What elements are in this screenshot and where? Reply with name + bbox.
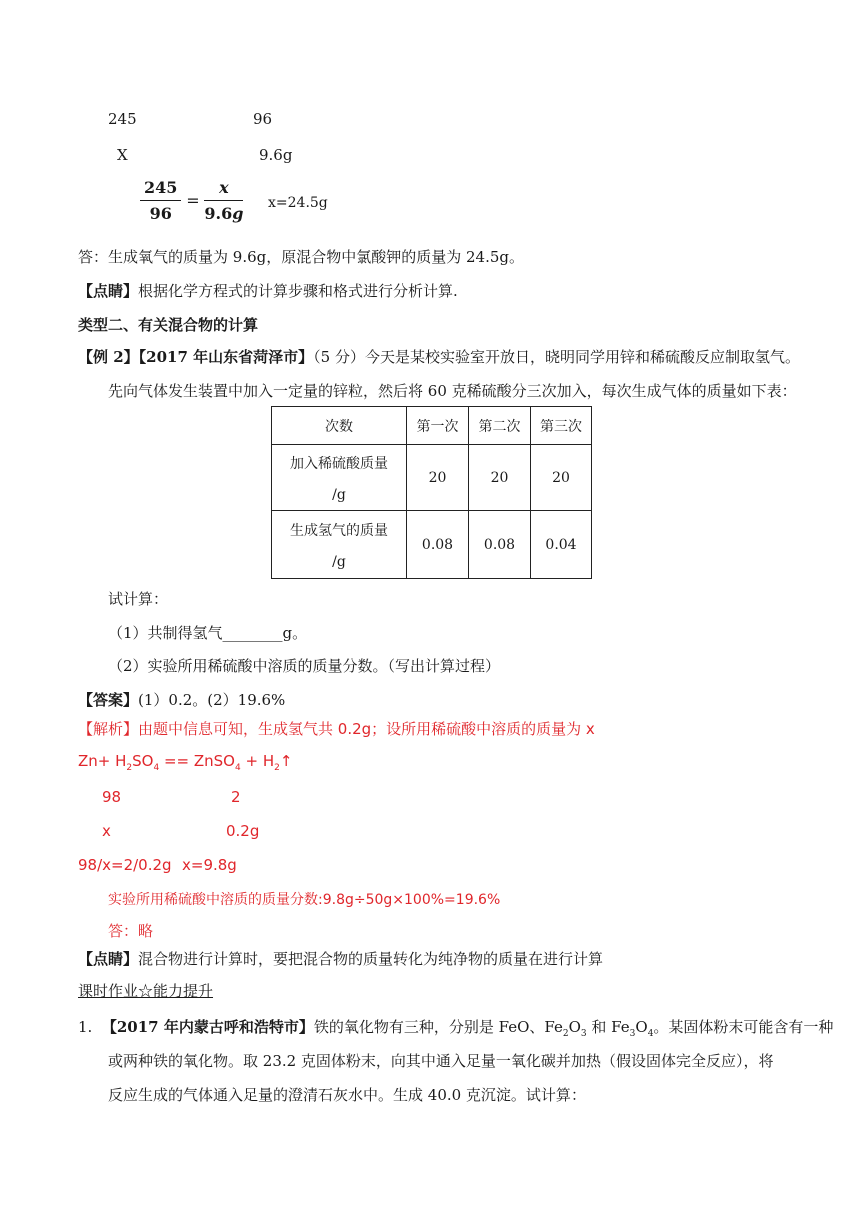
- fraction-left-numerator: 245: [140, 178, 181, 201]
- eq-arrow: ↑: [279, 752, 293, 770]
- problem-1-text: 铁的氧化物有三种，分别是 FeO、Fe: [313, 1018, 563, 1036]
- analysis-result: x=9.8g: [182, 856, 237, 874]
- table-header-row: [272, 407, 592, 445]
- formula-subscript: 3: [629, 1029, 636, 1039]
- equals-sign: =: [186, 191, 200, 210]
- comment-1-text: 根据化学方程式的计算步骤和格式进行分析计算.: [138, 282, 458, 300]
- calc-value-x: X: [117, 146, 128, 164]
- example-2-source: 【2017 年山东省菏泽市】: [138, 348, 314, 366]
- table-row-label: [272, 445, 407, 511]
- formula-subscript: 4: [647, 1029, 654, 1039]
- table-row-label-line-1: 生成氢气的质量: [290, 522, 388, 539]
- question-1-text: （1）共制得氢气: [108, 624, 223, 642]
- analysis-ratio: 98/x=2/0.2g: [78, 856, 172, 874]
- problem-1-text: O: [568, 1018, 581, 1036]
- problem-1-number: 1.: [78, 1018, 93, 1036]
- table-row-label-line-1: 加入稀硫酸质量: [290, 455, 388, 472]
- question-1: [108, 622, 307, 643]
- example-2-text-1: （5 分）今天是某校实验室开放日，晓明同学用锌和稀硫酸反应制取氢气。: [313, 348, 800, 366]
- table-row-label: [272, 511, 407, 579]
- calc-result: x=24.5g: [268, 195, 328, 211]
- table-header-cell: 第二次: [469, 407, 531, 445]
- analysis-answer: 答：略: [108, 922, 154, 940]
- problem-1-text: O: [635, 1018, 648, 1036]
- analysis-value-0-2g: 0.2g: [226, 822, 260, 840]
- question-1-blank: ________: [222, 624, 283, 642]
- answer-2-tag: 【答案】: [78, 691, 139, 709]
- eq-subscript: 4: [235, 763, 241, 773]
- table-header-cell: 第三次: [531, 407, 592, 445]
- example-2-line-2: 先向气体发生装置中加入一定量的锌粒，然后将 60 克稀硫酸分三次加入，每次生成气体的质量如下表：: [108, 382, 797, 400]
- section-title: 类型二、有关混合物的计算: [78, 316, 259, 334]
- table-cell: 20: [531, 445, 592, 511]
- data-table: [271, 406, 592, 579]
- table-row-label-line-2: /g: [332, 486, 346, 503]
- table-cell: 0.08: [407, 511, 469, 579]
- problem-1-line-2: 或两种铁的氧化物。取 23.2 克固体粉末，向其中通入足量一氧化碳并加热（假设固体完全反应），将: [108, 1052, 774, 1070]
- analysis-value-98: 98: [102, 788, 122, 806]
- eq-part: == ZnSO: [159, 752, 235, 770]
- fraction-right: [204, 178, 243, 223]
- comment-2: [78, 948, 603, 969]
- analysis-value-2: 2: [231, 788, 241, 806]
- fraction-right-denominator-value: 9.6: [204, 204, 233, 223]
- homework-title: 课时作业☆能力提升: [78, 982, 214, 1000]
- comment-1-tag: 【点睛】: [78, 282, 139, 300]
- fraction-right-numerator: x: [204, 178, 243, 201]
- formula-subscript: 3: [580, 1029, 587, 1039]
- table-cell: 0.08: [469, 511, 531, 579]
- table-cell: 20: [469, 445, 531, 511]
- example-2-tag: 【例 2】: [78, 348, 139, 366]
- example-2-line-1: [78, 346, 800, 367]
- fraction-right-denominator-unit: g: [232, 204, 244, 223]
- eq-part: + H: [240, 752, 275, 770]
- eq-subscript: 4: [153, 763, 160, 773]
- analysis-value-x: x: [102, 822, 111, 840]
- comment-1: [78, 280, 458, 301]
- analysis-fraction: 实验所用稀硫酸中溶质的质量分数:9.8g÷50g×100%=19.6%: [108, 892, 501, 908]
- answer-line-1: 答：生成氧气的质量为 9.6g，原混合物中氯酸钾的质量为 24.5g。: [78, 248, 524, 266]
- problem-1-line-3: 反应生成的气体通入足量的澄清石灰水中。生成 40.0 克沉淀。试计算：: [108, 1086, 586, 1104]
- answer-2-text: (1）0.2。(2）19.6%: [138, 691, 286, 709]
- answer-2: [78, 689, 285, 710]
- eq-subscript: 2: [126, 763, 133, 773]
- comment-2-text: 混合物进行计算时，要把混合物的质量转化为纯净物的质量在进行计算: [138, 950, 604, 968]
- fraction-left: [140, 178, 181, 223]
- comment-2-tag: 【点睛】: [78, 950, 139, 968]
- table-cell: 20: [407, 445, 469, 511]
- proportion-equation: [140, 178, 243, 223]
- calc-value-9-6g: 9.6g: [259, 146, 293, 164]
- chemical-equation: [78, 752, 292, 773]
- question-1-unit: g。: [282, 624, 308, 642]
- table-row: [272, 445, 592, 511]
- eq-subscript: 2: [274, 763, 280, 773]
- problem-1-text: 和 Fe: [586, 1018, 630, 1036]
- table-header-cell: 次数: [272, 407, 407, 445]
- problem-1-line-1: [78, 1016, 833, 1039]
- formula-subscript: 2: [562, 1029, 569, 1039]
- question-2: （2）实验所用稀硫酸中溶质的质量分数。（写出计算过程）: [108, 657, 501, 675]
- fraction-right-denominator: [204, 201, 243, 223]
- table-row-label-line-2: /g: [332, 553, 346, 570]
- eq-part: SO: [132, 752, 154, 770]
- problem-1-source: 【2017 年内蒙古呼和浩特市】: [101, 1018, 314, 1036]
- problem-1-text: 。某固体粉末可能含有一种: [653, 1018, 834, 1036]
- analysis-intro: 【解析】由题中信息可知，生成氢气共 0.2g；设所用稀硫酸中溶质的质量为 x: [78, 720, 595, 738]
- fraction-left-denominator: 96: [149, 204, 172, 223]
- eq-part: Zn+ H: [78, 752, 127, 770]
- table-cell: 0.04: [531, 511, 592, 579]
- table-header-cell: 第一次: [407, 407, 469, 445]
- calc-value-245: 245: [108, 110, 137, 128]
- calc-value-96: 96: [253, 110, 273, 128]
- questions-intro: 试计算：: [108, 590, 169, 608]
- table-row: [272, 511, 592, 579]
